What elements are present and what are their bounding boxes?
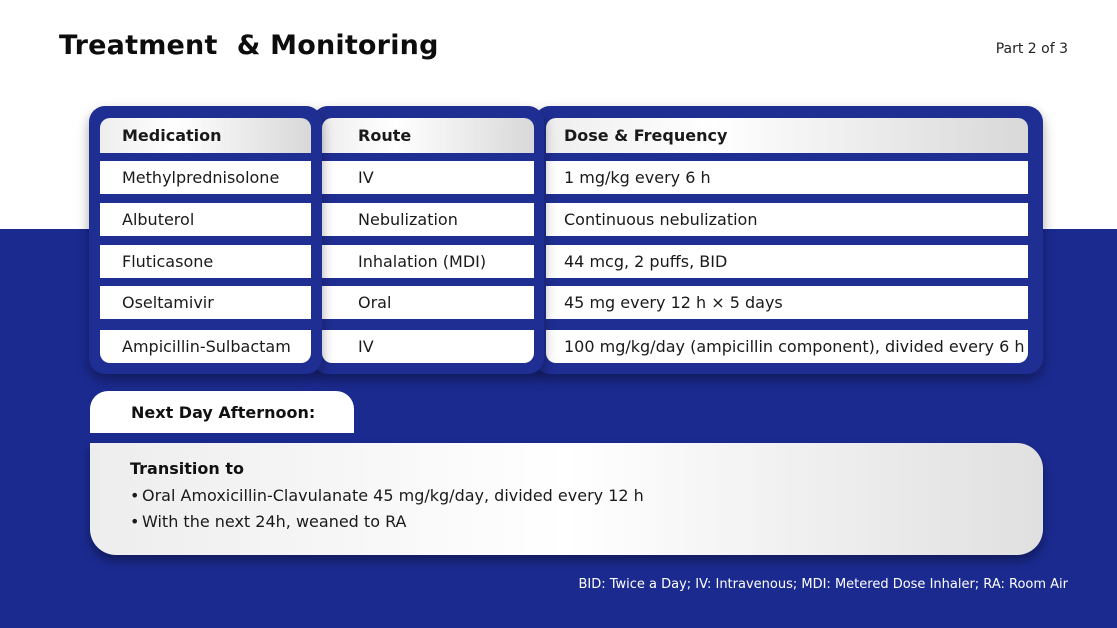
table-cell: IV (322, 161, 534, 194)
medication-header: Medication (100, 118, 311, 153)
table-cell: Methylprednisolone (100, 161, 311, 194)
dose-frequency-column (534, 106, 1043, 374)
table-cell: IV (322, 330, 534, 363)
part-indicator: Part 2 of 3 (995, 41, 1068, 57)
page-title: Treatment & Monitoring (59, 30, 439, 61)
table-cell: Continuous nebulization (546, 203, 1028, 236)
table-cell: Inhalation (MDI) (322, 245, 534, 278)
bullet-icon: • (130, 512, 140, 531)
table-cell: Ampicillin-Sulbactam (100, 330, 311, 363)
medication-column (89, 106, 322, 374)
route-column (312, 106, 544, 374)
next-day-tab-label: Next Day Afternoon: (90, 391, 354, 433)
list-item (130, 486, 1043, 505)
route-header: Route (322, 118, 534, 153)
table-cell: 45 mg every 12 h × 5 days (546, 286, 1028, 319)
dose-frequency-header: Dose & Frequency (546, 118, 1028, 153)
table-cell: 44 mcg, 2 puffs, BID (546, 245, 1028, 278)
table-cell: Albuterol (100, 203, 311, 236)
list-item-text: Oral Amoxicillin-Clavulanate 45 mg/kg/day, divided every 12 h (142, 486, 644, 505)
list-item (130, 512, 1043, 531)
abbreviations-footnote: BID: Twice a Day; IV: Intravenous; MDI: Metered Dose Inhaler; RA: Room Air (578, 577, 1068, 592)
list-item-text: With the next 24h, weaned to RA (142, 512, 407, 531)
table-cell: Oseltamivir (100, 286, 311, 319)
table-cell: Nebulization (322, 203, 534, 236)
table-cell: Oral (322, 286, 534, 319)
bullet-icon: • (130, 486, 140, 505)
table-cell: 100 mg/kg/day (ampicillin component), divided every 6 h (546, 330, 1028, 363)
table-cell: 1 mg/kg every 6 h (546, 161, 1028, 194)
transition-panel (90, 443, 1043, 555)
table-cell: Fluticasone (100, 245, 311, 278)
transition-title: Transition to (130, 459, 244, 478)
